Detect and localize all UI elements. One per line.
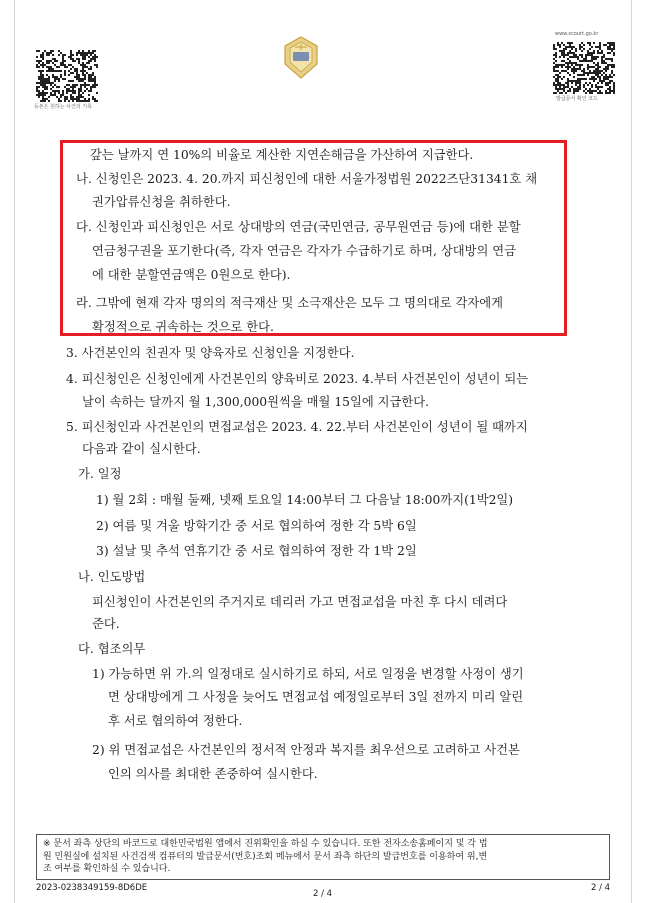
text-line: 3. 사건본인의 친권자 및 양육자로 신청인을 지정한다.: [66, 346, 355, 360]
text-line: 가. 일정: [78, 467, 122, 481]
text-line: 면 상대방에게 그 사정을 늦어도 면접교섭 예정일로부터 3일 전까지 미리 알린: [108, 690, 524, 704]
text-line: 1) 가능하면 위 가.의 일정대로 실시하기로 하되, 서로 일정을 변경할 사정이 생기: [92, 667, 524, 681]
page-number-right: 2 / 4: [591, 883, 611, 893]
text-line: 3) 설날 및 추석 연휴기간 중 서로 협의하여 정한 각 1박 2일: [96, 544, 417, 558]
text-line: 나. 신청인은 2023. 4. 20.까지 피신청인에 대한 서울가정법원 2022즈단31341호 채: [76, 172, 538, 186]
text-line: 연금청구권을 포기한다(즉, 각자 연금은 각자가 수급하기로 하며, 상대방의 연금: [92, 244, 517, 258]
text-line: 다. 신청인과 피신청인은 서로 상대방의 연금(국민연금, 공무원연금 등)에 대한 분할: [76, 220, 521, 234]
verification-barcode-left: [36, 50, 98, 102]
text-line: 권가압류신청을 취하한다.: [92, 195, 231, 209]
text-line: 다음과 같이 실시한다.: [82, 442, 201, 456]
text-line: 4. 피신청인은 신청인에게 사건본인의 양육비로 2023. 4.부터 사건본인이 성년이 되는: [66, 372, 529, 386]
text-line: 다. 협조의무: [78, 642, 146, 656]
notice-line: ※ 문서 좌측 상단의 바코드로 대한민국법원 앱에서 진위확인을 하실 수 있습니다. 또한 전자소송홈페이지 및 각 법: [43, 839, 488, 849]
text-line: 라. 그밖에 현재 각자 명의의 적극재산 및 소극재산은 모두 그 명의대로 각자에게: [76, 296, 504, 310]
notice-line: 원 민원실에 설치된 사건검색 컴퓨터의 발급문서(번호)조회 메뉴에서 문서 좌측 하단의 발급번호를 이용하여 위,변: [43, 851, 488, 862]
text-line: 인의 의사를 최대한 존중하여 실시한다.: [108, 767, 318, 781]
verification-barcode-right: [553, 42, 615, 94]
text-line: 2) 여름 및 겨울 방학기간 중 서로 협의하여 정한 각 5박 6일: [96, 519, 417, 533]
court-emblem-icon: [281, 36, 321, 80]
page-edge-right: [631, 0, 632, 903]
text-line: 준다.: [92, 617, 120, 631]
text-line: 5. 피신청인과 사건본인의 면접교섭은 2023. 4. 22.부터 사건본인이 성년이 될 때까지: [66, 420, 528, 434]
court-url: www.scourt.go.kr: [555, 31, 599, 37]
text-line: 갚는 날까지 연 10%의 비율로 계산한 지연손해금을 가산하여 지급한다.: [90, 148, 474, 162]
issue-number: 2023-0238349159-8D6DE: [36, 883, 148, 893]
page-edge-left: [14, 0, 15, 903]
text-line: 2) 위 면접교섭은 사건본인의 정서적 안정과 복지를 최우선으로 고려하고 사건본: [92, 743, 520, 757]
text-line: 피신청인이 사건본인의 주거지로 데리러 가고 면접교섭을 마친 후 다시 데려다: [92, 595, 508, 609]
text-line: 나. 인도방법: [78, 570, 146, 584]
text-line: 후 서로 협의하여 정한다.: [108, 714, 243, 728]
text-line: 에 대한 분할연금액은 0원으로 한다).: [92, 268, 291, 282]
text-line: 확정적으로 귀속하는 것으로 한다.: [92, 320, 274, 334]
text-line: 날이 속하는 달까지 월 1,300,000원씩을 매월 15일에 지급한다.: [82, 395, 430, 409]
text-line: 1) 월 2회 : 매월 둘째, 넷째 토요일 14:00부터 그 다음날 18:00까지(1박2일): [96, 493, 514, 507]
barcode-caption-right: 발급문서 확인 코드: [556, 96, 598, 102]
notice-line: 조 여부를 확인하실 수 있습니다.: [43, 864, 171, 874]
barcode-caption-left: 등본은 원하는 사건의 기록: [34, 104, 92, 110]
authenticity-notice-box: [36, 834, 610, 880]
page-number-center: 2 / 4: [313, 889, 333, 899]
